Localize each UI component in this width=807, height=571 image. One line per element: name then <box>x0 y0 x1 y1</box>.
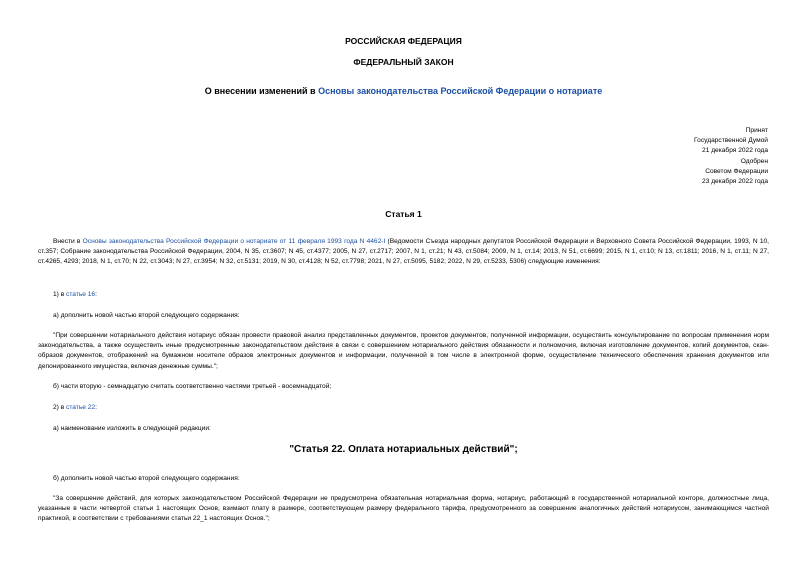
intro-paragraph <box>38 237 769 268</box>
item-1-suffix: : <box>95 291 97 298</box>
adoption-block <box>608 126 768 187</box>
adoption-line: Одобрен <box>740 157 768 165</box>
item-1 <box>53 290 97 300</box>
adoption-line: 23 декабря 2022 года <box>702 178 768 186</box>
adoption-line: Принят <box>745 127 768 134</box>
law-title-link[interactable]: Основы законодательства Российской Федерации о нотариате <box>318 86 603 96</box>
law-title <box>0 86 807 96</box>
country-heading: РОССИЙСКАЯ ФЕДЕРАЦИЯ <box>345 36 462 46</box>
item-1b: б) части вторую - семнадцатую считать соответственно частями третьей - восемнадцатой; <box>53 383 332 390</box>
item-2 <box>53 403 97 413</box>
adoption-line: Государственной Думой <box>694 137 768 145</box>
article-16-link[interactable]: статье 16 <box>66 291 96 298</box>
article-title: Статья 1 <box>385 209 422 219</box>
item-2b: б) дополнить новой частью второй следующего содержания: <box>53 475 240 482</box>
intro-text: (Ведомости Съезда народных депутатов Российской Федерации и Верховного Совета Российской Федерации, 1993, N 10, ст.357; Собрание законодательства Российской Федерации, 2004, N 35, ст.3607; N 45, ст.4377; 2005, N 27, ст.2717; 2007, N 1, ст.21; N 43, ст.5084; 2009, N 1, ст.14; 2013, N 51, ст.6699; 2015, N 1, ст.10; N 13, ст.1811; 2016, N 1, ст.11; N 27, ст.4265, 4293; 2018, N 1, ст.70; N 22, ст.3043; N 27, ст.3954; N 32, ст.5131; 2019, N 30, ст.4128; N 52, ст.7798; 2021, N 27, ст.5095, 5182; 2022, N 29, ст.5233, 5306) следующие изменения: <box>38 238 770 266</box>
item-2-prefix: 2) в <box>53 404 67 411</box>
item-1-prefix: 1) в <box>53 291 67 298</box>
intro-law-link[interactable]: Основы законодательства Российской Федерации о нотариате от 11 февраля 1993 года N 4462-I <box>82 238 386 245</box>
item-1a: а) дополнить новой частью второй следующего содержания: <box>53 312 240 319</box>
article-22-title: "Статья 22. Оплата нотариальных действий"; <box>289 444 518 455</box>
quote-2: "За совершение действий, для которых законодательством Российской Федерации не предусмотрена обязательная нотариальная форма, нотариус, работающий в государственной нотариальной конторе, должностные лица, указанные в части четвертой статьи 1 настоящих Основ, взимают плату в размере, соответствующем размеру федерального тарифа, предусмотренного за совершение аналогичных действий нотариусом, занимающимся частной практикой, в соответствии с требованиями статьи 22_1 настоящих Основ."; <box>38 495 769 523</box>
law-type-heading: ФЕДЕРАЛЬНЫЙ ЗАКОН <box>353 57 454 67</box>
adoption-line: Советом Федерации <box>705 167 768 175</box>
item-2-suffix: : <box>95 404 97 411</box>
adoption-line: 21 декабря 2022 года <box>702 147 768 155</box>
quote-1: "При совершении нотариального действия нотариус обязан провести правовой анализ представленных документов, проектов документов, полученной информации, осуществить консультирование по вопросам применения норм законодательства, а также осуществить иные предусмотренные законодательством действия в связи с совершением нотариального действия обязанности и полномочия, включая изготовление документов, копий документов, скан-образов документов, отображений на бумажном носителе образов электронных документов и информации, полученной в том числе в электронной форме, осуществление технического обеспечения хранения документов или депонированного имущества, включая денежные суммы."; <box>38 332 769 370</box>
item-2a: а) наименование изложить в следующей редакции: <box>53 425 211 432</box>
article-22-link[interactable]: статье 22 <box>66 404 96 411</box>
law-title-prefix: О внесении изменений в <box>204 86 319 96</box>
intro-prefix: Внести в <box>53 238 83 245</box>
